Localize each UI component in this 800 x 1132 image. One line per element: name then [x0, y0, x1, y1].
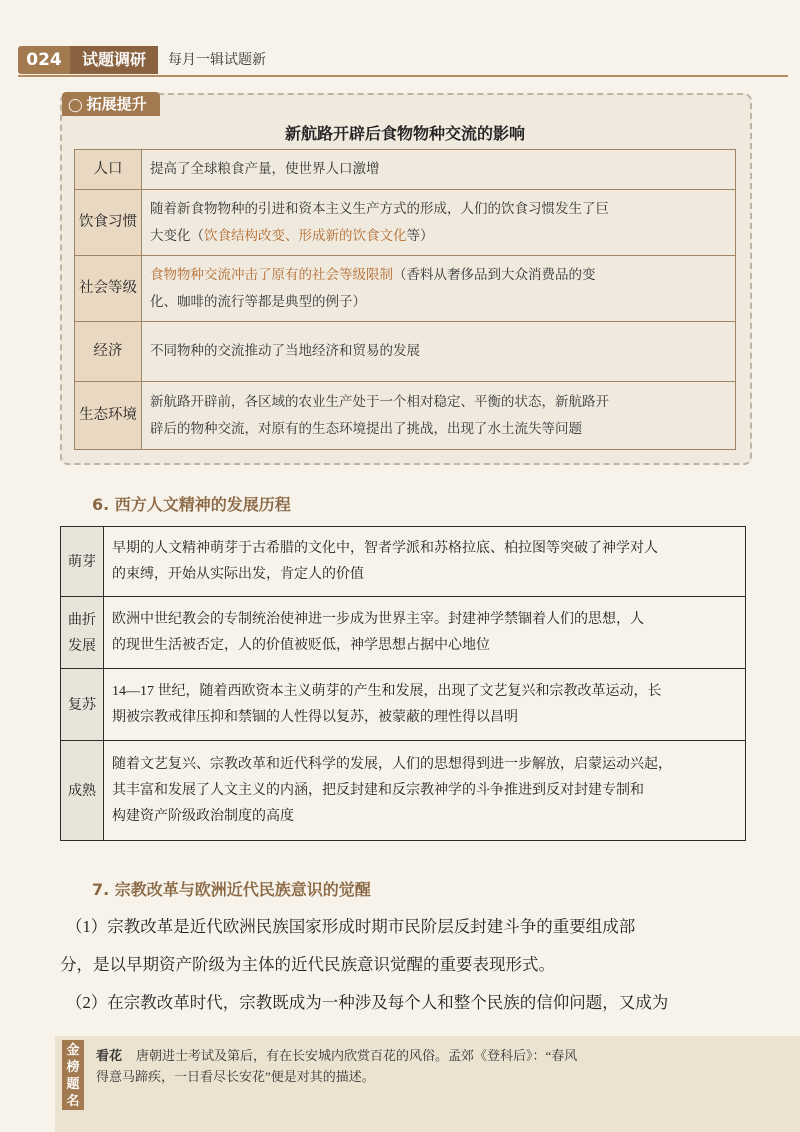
paragraph-line: 分，是以早期资产阶级为主体的近代民族意识觉醒的重要表现形式。 — [60, 955, 555, 974]
row-line: 早期的人文精神萌芽于古希腊的文化中，智者学派和苏格拉底、柏拉图等突破了神学对人 — [112, 540, 658, 556]
food-exchange-table — [74, 149, 736, 450]
expansion-title: 新航路开辟后食物物种交流的影响 — [284, 124, 525, 143]
column-title: 试题调研 — [70, 46, 158, 74]
row-line: 的现世生活被否定，人的价值被贬低，神学思想占据中心地位 — [112, 637, 490, 653]
row-value — [104, 741, 746, 841]
page-number: 024 — [18, 46, 70, 74]
table-row — [75, 256, 736, 322]
footer-text: 唐朝进士考试及第后，有在长安城内欣赏百花的风俗。孟郊《登科后》：“春风 — [136, 1048, 578, 1063]
row-value — [142, 150, 736, 190]
row-key: 复苏 — [61, 669, 104, 741]
row-line: 新航路开辟前，各区域的农业生产处于一个相对稳定、平衡的状态，新航路开 — [150, 393, 609, 410]
row-line — [150, 223, 727, 250]
footer-line — [96, 1046, 776, 1067]
paragraph-line: （1）宗教改革是近代欧洲民族国家形成时期市民阶层反封建斗争的重要组成部 — [66, 917, 636, 936]
row-key-line: 发展 — [68, 637, 96, 654]
row-key-line: 曲折 — [68, 611, 96, 628]
table-row — [75, 382, 736, 450]
row-value — [142, 322, 736, 382]
header-divider — [18, 75, 788, 77]
row-key — [61, 597, 104, 669]
row-text: （香料从奢侈品到大众消费品的变 — [393, 266, 596, 283]
row-line: 随着新食物物种的引进和资本主义生产方式的形成，人们的饮食习惯发生了巨 — [150, 200, 609, 217]
row-line: 构建资产阶级政治制度的高度 — [112, 808, 294, 824]
table-row — [61, 669, 746, 741]
row-value — [142, 190, 736, 256]
paragraph-1 — [60, 908, 750, 1022]
footer-line: 得意马蹄疾，一日看尽长安花”便是对其的描述。 — [96, 1069, 375, 1084]
row-key: 社会等级 — [75, 256, 142, 322]
highlight-text: 食物物种交流冲击了原有的社会等级限制 — [150, 266, 393, 283]
footer-note — [96, 1046, 776, 1087]
row-line: 14—17 世纪，随着西欧资本主义萌芽的产生和发展，出现了文艺复兴和宗教改革运动，长 — [112, 683, 662, 699]
row-value — [104, 597, 746, 669]
row-key: 经济 — [75, 322, 142, 382]
row-text: 等） — [406, 227, 434, 244]
table-row — [61, 527, 746, 597]
row-value — [104, 527, 746, 597]
highlight-text: 饮食结构改变、形成新的饮食文化 — [204, 227, 407, 244]
row-line: 随着文艺复兴、宗教改革和近代科学的发展，人们的思想得到进一步解放，启蒙运动兴起， — [112, 756, 672, 772]
table-row — [61, 597, 746, 669]
lightbulb-icon: ◯ — [68, 98, 83, 113]
row-line: 欧洲中世纪教会的专制统治使神进一步成为世界主宰。封建神学禁锢着人们的思想，人 — [112, 611, 644, 627]
paragraph-line: （2）在宗教改革时代，宗教既成为一种涉及每个人和整个民族的信仰问题，又成为 — [66, 993, 669, 1012]
expansion-tab-label: 拓展提升 — [86, 95, 147, 113]
row-key: 人口 — [75, 150, 142, 190]
row-line: 辟后的物种交流，对原有的生态环境提出了挑战，出现了水土流失等问题 — [150, 420, 582, 437]
row-line: 提高了全球粮食产量，使世界人口激增 — [150, 161, 380, 177]
row-line: 期被宗教戒律压抑和禁锢的人性得以复苏，被蒙蔽的理性得以昌明 — [112, 709, 518, 725]
section-7-heading: 7. 宗教改革与欧洲近代民族意识的觉醒 — [92, 880, 371, 899]
row-line: 化、咖啡的流行等都是典型的例子） — [150, 293, 366, 310]
header-subtitle: 每月一辑试题新 — [168, 52, 266, 68]
table-row — [61, 741, 746, 841]
table-row — [75, 190, 736, 256]
row-key: 萌芽 — [61, 527, 104, 597]
section-6-heading: 6. 西方人文精神的发展历程 — [92, 495, 291, 514]
table-row — [75, 322, 736, 382]
row-value — [142, 256, 736, 322]
row-text: 大变化（ — [150, 227, 204, 244]
row-key: 成熟 — [61, 741, 104, 841]
row-value — [142, 382, 736, 450]
row-line: 的束缚，开始从实际出发，肯定人的价值 — [112, 566, 364, 582]
row-line: 不同物种的交流推动了当地经济和贸易的发展 — [150, 343, 420, 359]
footer-term: 看花 — [96, 1049, 123, 1064]
table-row — [75, 150, 736, 190]
row-line: 其丰富和发展了人文主义的内涵，把反封建和反宗教神学的斗争推进到反对封建专制和 — [112, 782, 644, 798]
row-key: 生态环境 — [75, 382, 142, 450]
row-value — [104, 669, 746, 741]
humanism-table — [60, 526, 746, 841]
row-line — [150, 262, 727, 289]
footer-tag: 金榜题名 — [62, 1040, 84, 1110]
row-key: 饮食习惯 — [75, 190, 142, 256]
expansion-tab — [62, 92, 160, 116]
